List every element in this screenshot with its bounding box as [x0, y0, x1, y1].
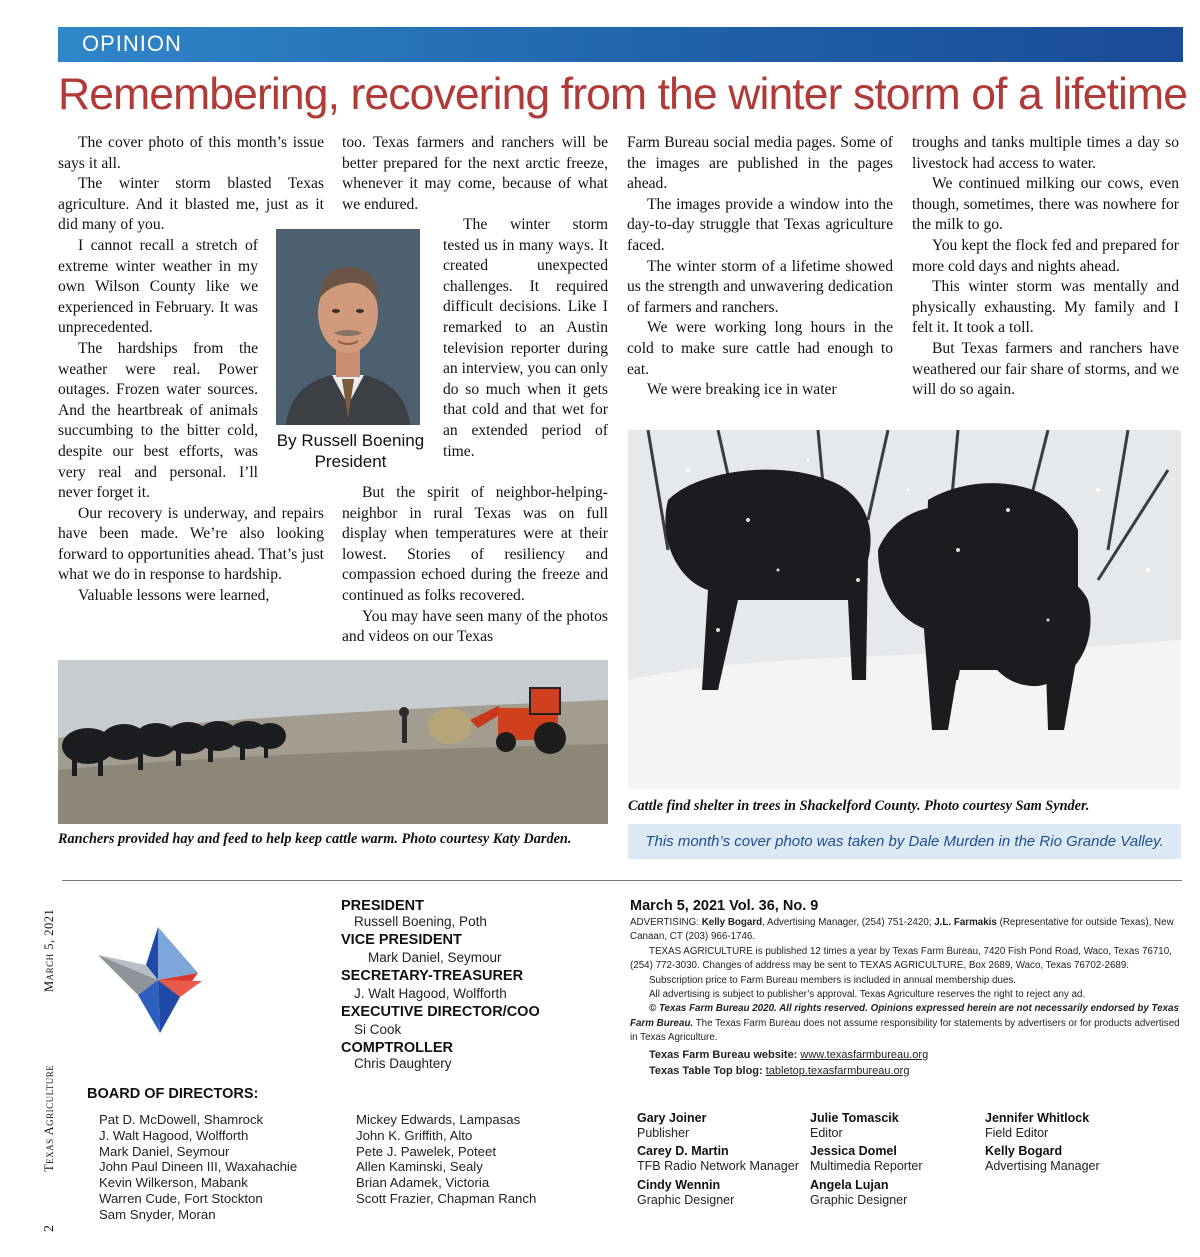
staff-role: Graphic Designer	[810, 1193, 908, 1207]
board-title: BOARD OF DIRECTORS:	[87, 1086, 259, 1102]
headline: Remembering, recovering from the winter storm of a lifetime	[58, 70, 1188, 119]
paragraph: The cover photo of this month’s issue says it all.	[58, 134, 324, 172]
paragraph: troughs and tanks multiple times a day so livestock had access to water.	[912, 134, 1179, 172]
paragraph: too. Texas farmers and ranchers will be better prepared for the next arctic freeze, whenever it may come, because of what we endured.	[342, 134, 608, 213]
article-column-4	[912, 133, 1179, 401]
staff-role: TFB Radio Network Manager	[637, 1159, 799, 1173]
staff-role: Field Editor	[985, 1126, 1049, 1140]
board-member: John Paul Dineen III, Waxahachie	[99, 1159, 298, 1175]
star-logo-icon	[98, 925, 208, 1035]
paragraph: We were working long hours in the cold to make sure cattle had enough to eat.	[627, 319, 893, 378]
cattle-photo	[628, 430, 1181, 789]
hay-photo	[58, 660, 608, 824]
staff-entry	[985, 1144, 1100, 1174]
staff-entry	[810, 1144, 923, 1174]
advertising-note: All advertising is subject to publisher’s approval. Texas Agriculture reserves the right to reject any ad.	[649, 989, 1086, 1001]
board-member: Brian Adamek, Victoria	[356, 1175, 490, 1191]
paragraph: We continued milking our cows, even though, sometimes, there was nowhere for the milk to go.	[912, 175, 1179, 234]
website-link[interactable]: www.texasfarmbureau.org	[800, 1048, 929, 1061]
officer-title: COMPTROLLER	[341, 1040, 453, 1056]
officer-title: VICE PRESIDENT	[341, 932, 462, 948]
adv-manager: Kelly Bogard	[701, 917, 763, 928]
paragraph: You kept the flock fed and prepared for more cold days and nights ahead.	[912, 236, 1179, 275]
article-column-3	[627, 133, 893, 401]
paragraph: The hardships from the weather were real. Power outages. Frozen water sources. And the heartbreak of animals succumbing to the bitter cold, despite our best efforts, was very real and personal. I’ll never forget it.	[58, 339, 258, 502]
paragraph: I cannot recall a stretch of extreme winter weather in my own Wilson County like we experienced in February. It was unprecedented.	[58, 236, 258, 337]
staff-role: Graphic Designer	[637, 1193, 735, 1207]
adv-label: ADVERTISING:	[630, 917, 702, 928]
paragraph: But the spirit of neighbor-helping-neighbor in rural Texas was on full display when temperatures were at their lowest. Stories of resiliency and compassion echoed during the freeze and continued as folks recovered.	[342, 484, 608, 604]
hay-photo-caption: Ranchers provided hay and feed to help keep cattle warm. Photo courtesy Katy Darden.	[58, 831, 572, 847]
staff-entry	[637, 1144, 799, 1174]
blog-label: Texas Table Top blog:	[649, 1064, 766, 1077]
board-member: Sam Snyder, Moran	[99, 1206, 216, 1222]
paragraph: Valuable lessons were learned,	[78, 587, 270, 605]
article-column-2-top	[342, 133, 608, 215]
adv-manager-detail: , Advertising Manager, (254) 751-2420;	[762, 917, 935, 928]
staff-name: Kelly Bogard	[985, 1144, 1063, 1158]
paragraph: We were breaking ice in water	[647, 381, 837, 399]
board-member: Mickey Edwards, Lampasas	[356, 1112, 521, 1127]
side-publication: Texas Agriculture	[42, 1064, 56, 1172]
staff-name: Carey D. Martin	[637, 1144, 729, 1158]
disclaimer: The Texas Farm Bureau does not assume responsibility for statements by advertisers or for products advertised in Texas Agriculture.	[630, 1017, 1180, 1044]
masthead-text	[630, 916, 1182, 1079]
masthead-date: March 5, 2021 Vol. 36, No. 9	[630, 898, 819, 914]
byline-title: President	[314, 452, 387, 471]
staff-entry	[985, 1111, 1089, 1141]
staff-name: Jennifer Whitlock	[985, 1111, 1090, 1125]
article-column-2-wrap	[443, 215, 608, 462]
byline	[258, 430, 443, 472]
board-list-2	[356, 1112, 536, 1207]
officers-list	[341, 898, 601, 1071]
cattle-photo-caption: Cattle find shelter in trees in Shackelford County. Photo courtesy Sam Synder.	[628, 798, 1090, 814]
staff-entry	[810, 1111, 899, 1141]
paragraph: The winter storm of a lifetime showed us the strength and unwavering dedication of farmers and ranchers.	[627, 257, 893, 316]
board-member: J. Walt Hagood, Wolfforth	[99, 1127, 249, 1143]
page-number: 2	[42, 1224, 57, 1232]
paragraph: But Texas farmers and ranchers have weathered our fair share of storms, and we will do so again.	[912, 339, 1179, 399]
staff-name: Cindy Wennin	[637, 1178, 721, 1192]
byline-author: By Russell Boening	[276, 431, 425, 450]
board-list-1	[99, 1112, 297, 1223]
board-member: John K. Griffith, Alto	[356, 1127, 473, 1143]
board-member: Scott Frazier, Chapman Ranch	[356, 1190, 537, 1206]
staff-role: Multimedia Reporter	[810, 1159, 923, 1173]
cover-photo-note: This month’s cover photo was taken by Dale Murden in the Rio Grande Valley.	[628, 824, 1181, 859]
staff-role: Publisher	[637, 1126, 690, 1140]
author-portrait	[276, 229, 420, 425]
section-bar	[58, 27, 1183, 62]
officer-name: Chris Daughtery	[354, 1056, 452, 1071]
copyright-note: © Texas Farm Bureau 2020. All rights reserved. Opinions expressed herein are not necessarily endorsed by Texas Farm Bureau.	[630, 1003, 1179, 1029]
staff-name: Angela Lujan	[810, 1178, 889, 1192]
officer-name: J. Walt Hagood, Wolfforth	[354, 986, 507, 1001]
staff-entry	[810, 1178, 907, 1208]
board-member: Warren Cude, Fort Stockton	[99, 1190, 263, 1206]
board-member: Mark Daniel, Seymour	[99, 1143, 230, 1159]
officer-title: EXECUTIVE DIRECTOR/COO	[341, 1004, 540, 1020]
website-label: Texas Farm Bureau website:	[649, 1048, 801, 1061]
paragraph: Farm Bureau social media pages. Some of the images are published in the pages ahead.	[627, 134, 893, 193]
officer-title: SECRETARY-TREASURER	[341, 968, 524, 984]
paragraph: The winter storm tested us in many ways. It created unexpected challenges. It required difficult decisions. Like I remarked to an Austin television reporter during an interview, you can only do so much when it gets that cold and that wet for an extended period of time.	[443, 216, 608, 460]
paragraph: Our recovery is underway, and repairs have been made. We’re also looking forward to opportunities ahead. That’s just what we do in response to hardship.	[58, 504, 324, 584]
officer-title: PRESIDENT	[341, 898, 424, 914]
staff-name: Julie Tomascik	[810, 1111, 899, 1125]
staff-role: Editor	[810, 1126, 843, 1140]
board-member: Allen Kaminski, Sealy	[356, 1159, 483, 1175]
subscription-note: Subscription price to Farm Bureau members is included in annual membership dues.	[649, 974, 1017, 986]
officer-name: Mark Daniel, Seymour	[368, 950, 502, 965]
side-date: March 5, 2021	[42, 908, 56, 992]
adv-rep: J.L. Farmakis	[934, 917, 997, 928]
article-column-2-bottom	[342, 483, 608, 648]
officer-name: Russell Boening, Poth	[354, 914, 487, 929]
board-member: Kevin Wilkerson, Mabank	[99, 1175, 248, 1191]
officer-name: Si Cook	[354, 1022, 402, 1037]
staff-entry	[637, 1111, 706, 1141]
board-member: Pete J. Pawelek, Poteet	[356, 1143, 497, 1159]
paragraph: You may have seen many of the photos and videos on our Texas	[342, 607, 608, 646]
blog-link[interactable]: tabletop.texasfarmbureau.org	[765, 1064, 910, 1077]
paragraph: The winter storm blasted Texas agriculture. And it blasted me, just as it did many of you.	[58, 175, 324, 234]
paragraph: The images provide a window into the day-to-day struggle that Texas agriculture faced.	[627, 195, 893, 254]
staff-name: Jessica Domel	[810, 1144, 897, 1158]
section-label: OPINION	[82, 31, 182, 56]
published-note: TEXAS AGRICULTURE is published 12 times a year by Texas Farm Bureau, 7420 Fish Pond Road, Waco, Texas 76710, (254) 772-3030. Changes of address may be sent to TEXAS AGRICULTURE, Box 2689, Waco, Texas 76702-2689.	[630, 945, 1172, 972]
paragraph: This winter storm was mentally and physically exhausting. My family and I felt it. It took a toll.	[912, 278, 1179, 337]
staff-role: Advertising Manager	[985, 1159, 1100, 1173]
staff-entry	[637, 1178, 734, 1208]
staff-name: Gary Joiner	[637, 1111, 707, 1125]
adv-rep-detail: (Representative for outside Texas), New Canaan, CT (203) 966-1746.	[630, 917, 1174, 943]
divider	[62, 880, 1182, 881]
board-member: Pat D. McDowell, Shamrock	[99, 1112, 264, 1127]
